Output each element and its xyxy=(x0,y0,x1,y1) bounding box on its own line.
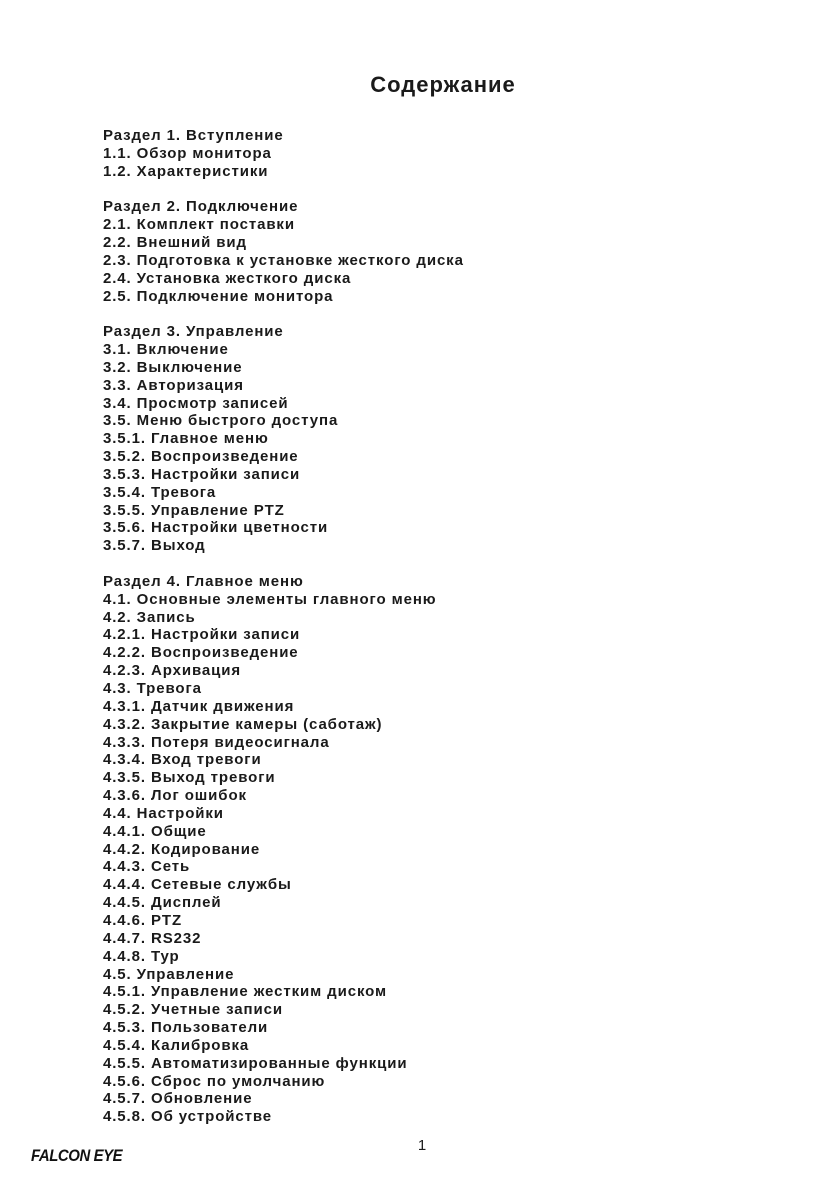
toc-section xyxy=(103,198,743,305)
toc-section xyxy=(103,323,743,555)
toc-section-heading: Раздел 1. Вступление xyxy=(103,127,284,144)
toc-entry: 4.3.4. Вход тревоги xyxy=(103,751,262,769)
page-number: 1 xyxy=(417,1137,427,1154)
toc-entry: 3.5.7. Выход xyxy=(103,537,206,555)
toc-entry: 3.5.4. Тревога xyxy=(103,483,217,501)
toc-entry: 3.2. Выключение xyxy=(103,358,243,376)
toc-section xyxy=(103,573,743,1126)
toc-entry: 4.2.1. Настройки записи xyxy=(103,626,301,644)
toc-entry: 4.3.5. Выход тревоги xyxy=(103,769,276,787)
toc-entry: 4.5.7. Обновление xyxy=(103,1090,253,1108)
toc-entry: 4.5.3. Пользователи xyxy=(103,1019,269,1037)
toc-entry: 3.3. Авторизация xyxy=(103,376,244,394)
toc-entry: 3.5.3. Настройки записи xyxy=(103,465,301,483)
toc-entry: 4.4.8. Тур xyxy=(103,947,180,965)
toc-entry: 3.5.5. Управление PTZ xyxy=(103,501,285,519)
toc-entry: 2.1. Комплект поставки xyxy=(103,216,295,234)
toc-section-heading: Раздел 3. Управление xyxy=(103,323,284,341)
toc-entry: 4.2.2. Воспроизведение xyxy=(103,644,299,662)
toc-entry: 4.3.2. Закрытие камеры (саботаж) xyxy=(103,715,383,733)
toc-entry: 4.2.3. Архивация xyxy=(103,662,242,680)
toc-entry: 4.4.6. PTZ xyxy=(103,911,183,929)
toc-entry: 4.3.3. Потеря видеосигнала xyxy=(103,733,330,751)
toc-entry: 4.1. Основные элементы главного меню xyxy=(103,590,437,608)
toc-entry: 4.5.1. Управление жестким диском xyxy=(103,983,388,1001)
falcon-eye-logo: FALCON EYE xyxy=(31,1146,123,1165)
toc-section-heading: Раздел 2. Подключение xyxy=(103,198,299,216)
toc-entry: 4.3. Тревога xyxy=(103,680,202,698)
toc-entry: 4.3.6. Лог ошибок xyxy=(103,787,247,805)
toc-entry: 3.5.2. Воспроизведение xyxy=(103,448,299,466)
toc-entry: 3.4. Просмотр записей xyxy=(103,394,289,412)
toc-entry: 2.2. Внешний вид xyxy=(103,234,247,252)
toc-section-heading: Раздел 4. Главное меню xyxy=(103,572,304,590)
toc-entry: 1.2. Характеристики xyxy=(103,162,269,180)
toc-entry: 4.5. Управление xyxy=(103,965,235,983)
toc-entry: 4.4.7. RS232 xyxy=(103,929,202,947)
toc-entry: 4.3.1. Датчик движения xyxy=(103,697,295,715)
toc-entry: 3.5.6. Настройки цветности xyxy=(103,519,329,537)
toc-entry: 4.2. Запись xyxy=(103,608,196,626)
toc-entry: 3.5. Меню быстрого доступа xyxy=(103,412,339,430)
toc-entry: 4.4.4. Сетевые службы xyxy=(103,876,292,894)
toc-entry: 3.5.1. Главное меню xyxy=(103,430,269,448)
toc-entry: 4.5.5. Автоматизированные функции xyxy=(103,1054,408,1072)
toc-entry: 4.4.1. Общие xyxy=(103,822,207,840)
toc-entry: 4.4.3. Сеть xyxy=(103,858,191,876)
toc-entry: 1.1. Обзор монитора xyxy=(103,144,272,162)
toc-entry: 4.5.2. Учетные записи xyxy=(103,1001,283,1019)
toc-entry: 2.4. Установка жесткого диска xyxy=(103,269,352,287)
toc-entry: 4.5.8. Об устройстве xyxy=(103,1108,273,1126)
page-title: Содержание xyxy=(370,72,516,97)
toc-entry: 4.4.5. Дисплей xyxy=(103,894,222,912)
toc-entry: 4.5.6. Сброс по умолчанию xyxy=(103,1072,326,1090)
toc-entry: 3.1. Включение xyxy=(103,341,229,359)
toc-entry: 4.5.4. Калибровка xyxy=(103,1036,250,1054)
toc-entry: 2.3. Подготовка к установке жесткого диска xyxy=(103,251,464,269)
toc-section xyxy=(103,127,743,181)
toc-entry: 2.5. Подключение монитора xyxy=(103,287,334,305)
toc-entry: 4.4. Настройки xyxy=(103,804,224,822)
table-of-contents xyxy=(103,127,743,1144)
toc-entry: 4.4.2. Кодирование xyxy=(103,840,261,858)
